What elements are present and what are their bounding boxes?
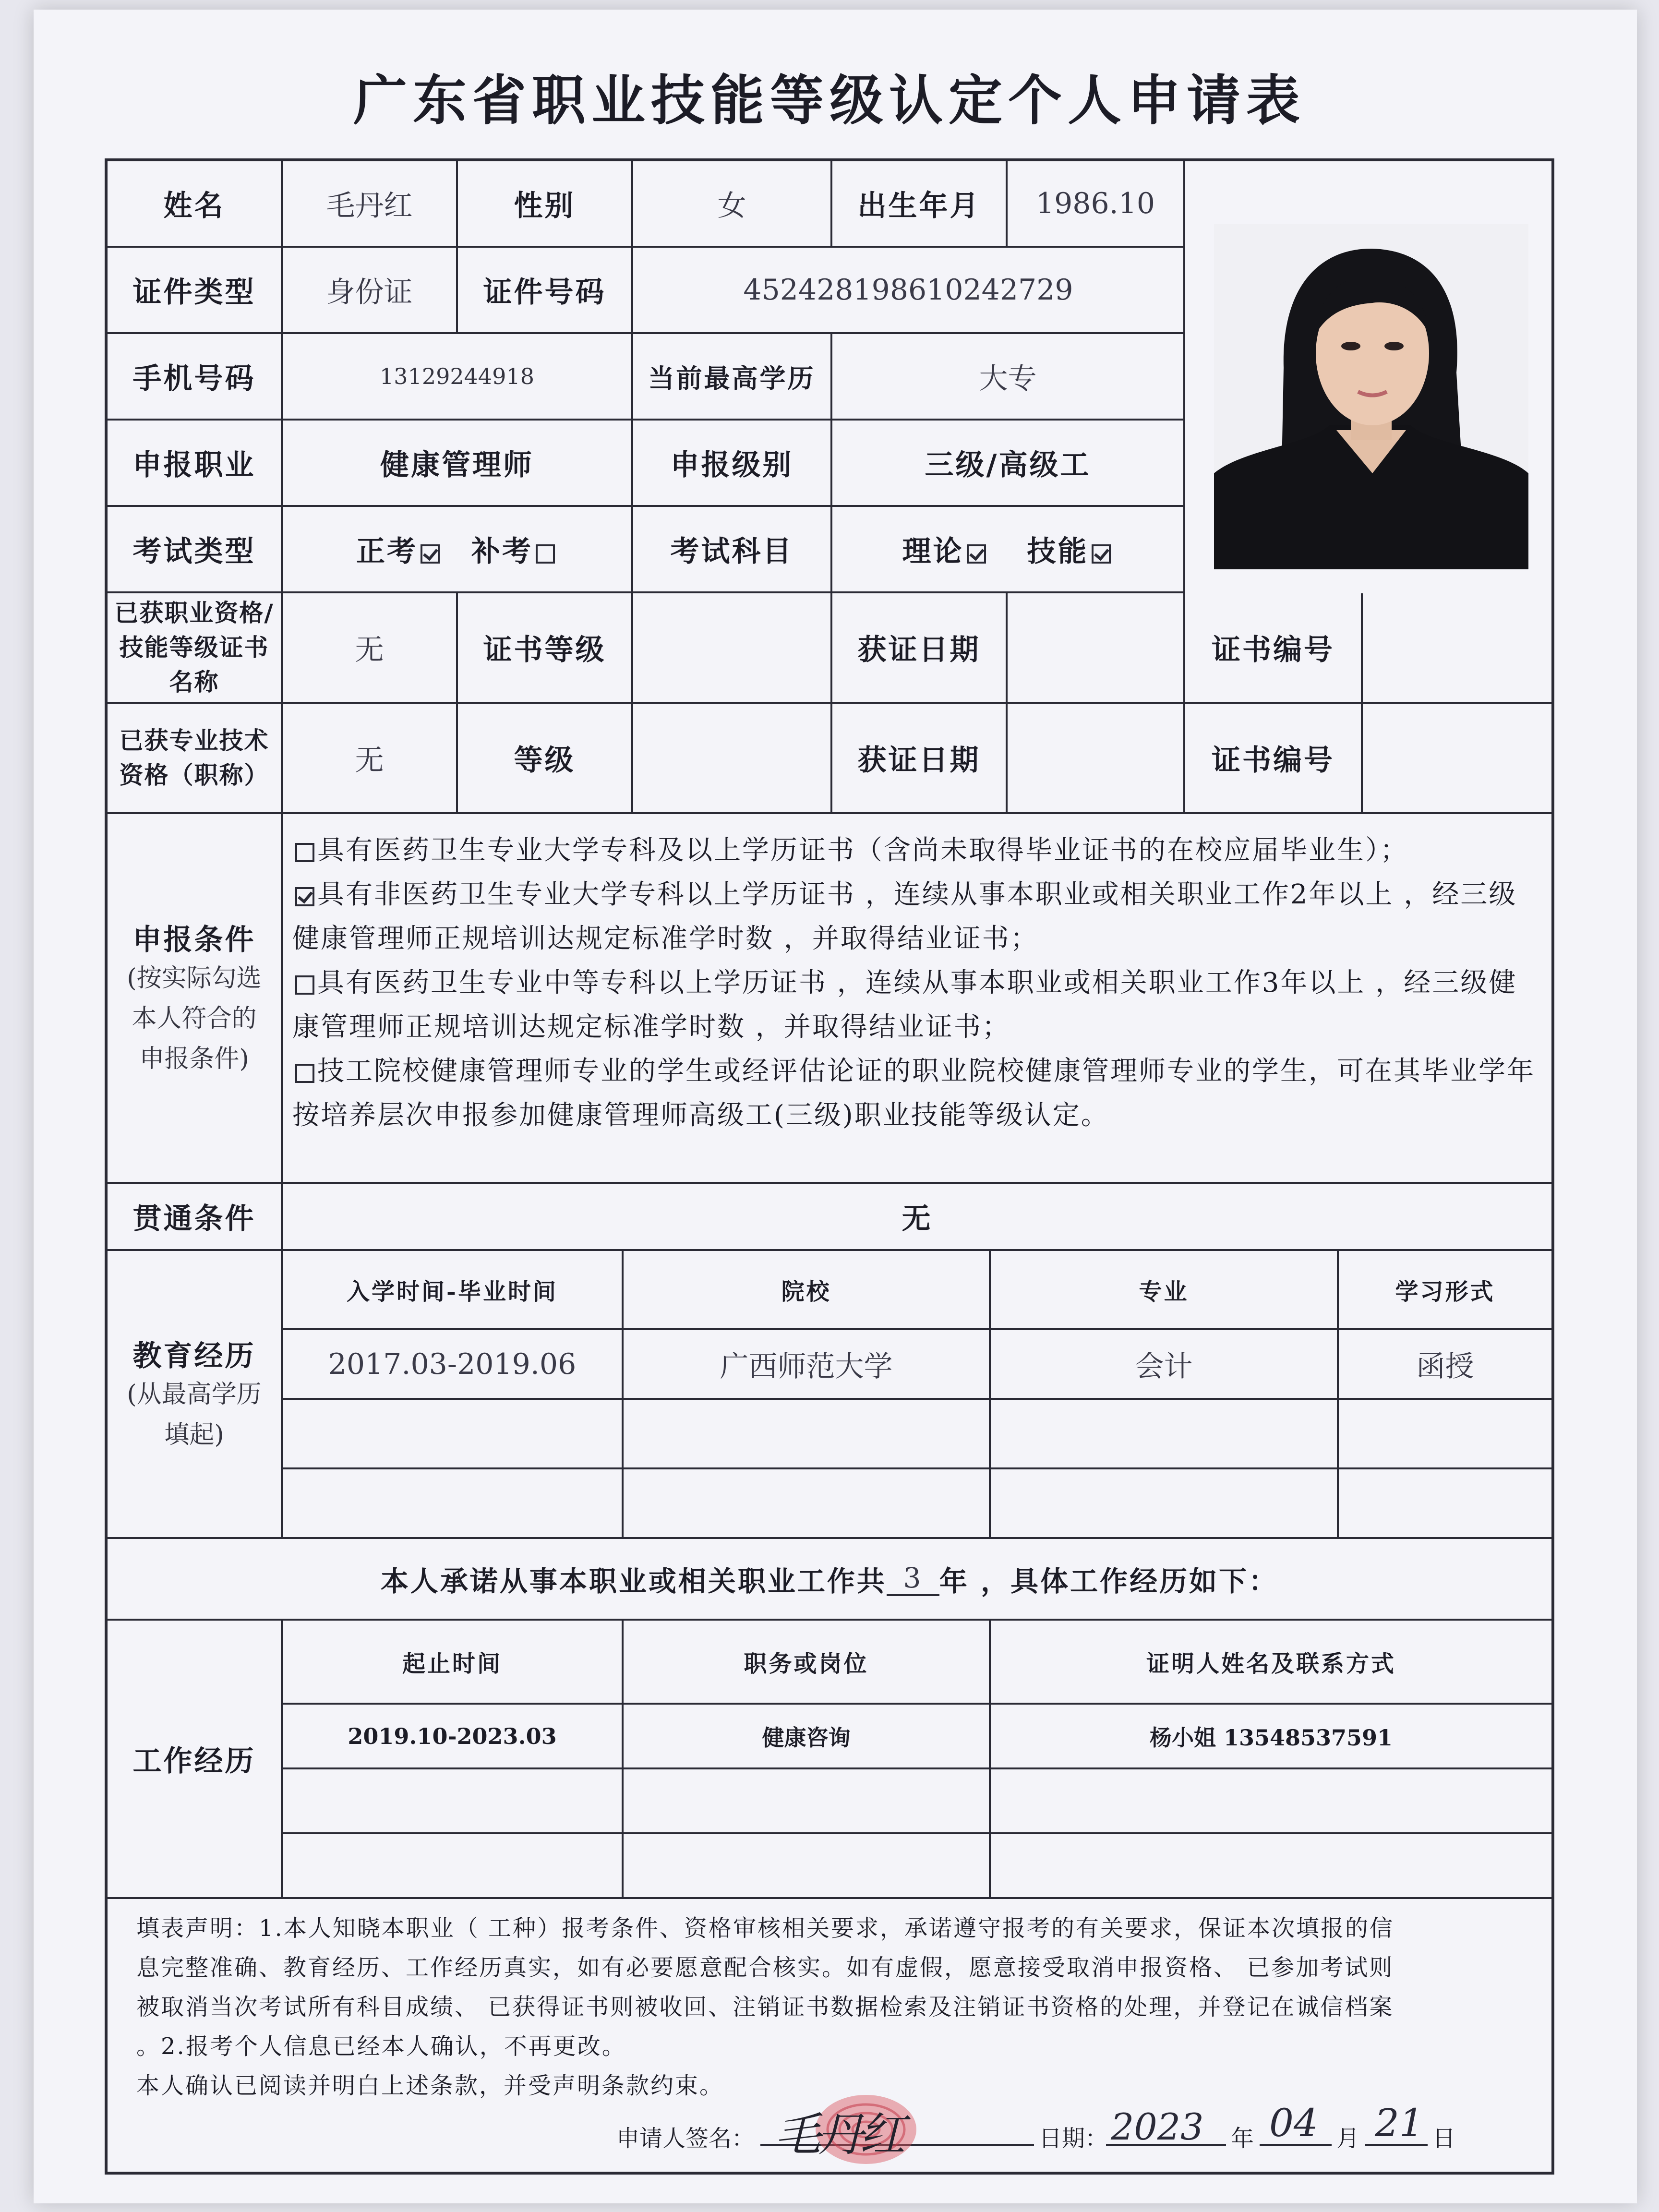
edu-row-2-mode [1339, 1400, 1551, 1469]
date-month: 04 [1269, 2101, 1318, 2145]
subject-skill-option: 技能 [1027, 529, 1114, 570]
label-level: 申报级别 [633, 421, 832, 507]
declaration [136, 1909, 1528, 2105]
commitment-line [108, 1539, 1551, 1621]
value-id-number: 452428198610242729 [633, 248, 1185, 334]
day-unit: 日 [1432, 2125, 1456, 2152]
value-level: 三级/高级工 [832, 421, 1185, 507]
label-birth: 出生年月 [832, 161, 1008, 248]
label-cert-number: 证书编号 [1185, 593, 1363, 704]
edu-row-2-major [991, 1400, 1339, 1469]
label-exam-type: 考试类型 [108, 507, 283, 593]
edu-header-mode: 学习形式 [1339, 1251, 1551, 1330]
date-label: 日期： [1039, 2125, 1108, 2152]
value-cert-number [1363, 593, 1551, 704]
declaration-line: 本人确认已阅读并明白上述条款，并受声明条款约束。 [136, 2072, 724, 2099]
exam-regular-option: 正考 [356, 529, 443, 570]
exam-makeup-checkbox[interactable] [536, 544, 555, 564]
declaration-line: 填表声明：1.本人知晓本职业（ 工种）报考条件、资格审核相关要求，承诺遵守报考的有关要求，保证本次填报的信 [136, 1915, 1395, 1942]
condition-1-checkbox[interactable] [295, 843, 314, 862]
label-through: 贯通条件 [108, 1184, 283, 1251]
label-phone: 手机号码 [108, 334, 283, 421]
value-cert-level [633, 593, 832, 704]
edu-row-1-period: 2017.03-2019.06 [283, 1330, 624, 1400]
label-cert-level: 证书等级 [458, 593, 633, 704]
date-year: 2023 [1111, 2105, 1204, 2148]
subject-theory-option: 理论 [902, 529, 989, 570]
signature-handwriting: 毛丹红 [775, 2108, 902, 2162]
edu-row-1-major: 会计 [991, 1330, 1339, 1400]
label-conditions-cell [108, 814, 283, 1184]
value-tech-qualification: 无 [283, 704, 458, 814]
portrait-image [1214, 224, 1528, 569]
exam-type-options [283, 507, 633, 593]
value-tech-date [1008, 704, 1185, 814]
label-cert-date: 获证日期 [832, 593, 1008, 704]
value-id-type: 身份证 [283, 248, 458, 334]
condition-item: 具有医药卫生专业大学专科及以上学历证书（含尚未取得毕业证书的在校应届毕业生）； [292, 829, 1536, 873]
exam-subject-options [832, 507, 1185, 593]
declaration-line: 息完整准确、教育经历、工作经历真实，如有必要愿意配合核实。如有虚假，愿意接受取消申报资格、 已参加考试则 [136, 1954, 1394, 1981]
condition-item: 具有非医药卫生专业大学专科以上学历证书 ，连续从事本职业或相关职业工作2年以上 ，经三级健康管理师正规培训达规定标准学时数 ，并取得结业证书； [292, 879, 1517, 954]
value-tech-number [1363, 704, 1551, 814]
form-title: 广东省职业技能等级认定个人申请表 [353, 69, 1306, 132]
month-unit: 月 [1336, 2125, 1360, 2152]
year-underline [1106, 2144, 1226, 2146]
value-birth: 1986.10 [1008, 161, 1185, 248]
label-work: 工作经历 [108, 1621, 283, 1899]
label-education-cell [108, 1251, 283, 1539]
label-gender: 性别 [458, 161, 633, 248]
work-row-1-position: 健康咨询 [624, 1705, 991, 1769]
edu-header-period: 入学时间-毕业时间 [283, 1251, 624, 1330]
label-exam-subject: 考试科目 [633, 507, 832, 593]
edu-row-3-mode [1339, 1469, 1551, 1539]
work-header-reference: 证明人姓名及联系方式 [991, 1621, 1551, 1705]
edu-row-3-school [624, 1469, 991, 1539]
value-education-level: 大专 [832, 334, 1185, 421]
declaration-line: 被取消当次考试所有科目成绩、 已获得证书则被收回、注销证书数据检索及注销证书资格的处理，并登记在诚信档案 [136, 1994, 1394, 2020]
work-header-period: 起止时间 [283, 1621, 624, 1705]
edu-row-2-period [283, 1400, 624, 1469]
label-education: 教育经历 [132, 1339, 256, 1373]
edu-row-1-school: 广西师范大学 [624, 1330, 991, 1400]
condition-item: 具有医药卫生专业中等专科以上学历证书 ，连续从事本职业或相关职业工作3年以上 ，经三级健康管理师正规培训达规定标准学时数 ，并取得结业证书； [292, 967, 1517, 1043]
value-cert-date [1008, 593, 1185, 704]
value-through: 无 [283, 1184, 1551, 1251]
conditions-list [292, 829, 1536, 1138]
edu-row-1-mode: 函授 [1339, 1330, 1551, 1400]
label-tech-qualification: 已获专业技术资格（职称） [108, 704, 283, 814]
label-education-level: 当前最高学历 [633, 334, 832, 421]
value-name: 毛丹红 [283, 161, 458, 248]
condition-item: 技工院校健康管理师专业的学生或经评估论证的职业院校健康管理师专业的学生，可在其毕业学年按培养层次申报参加健康管理师高级工(三级)职业技能等级认定。 [292, 1056, 1535, 1131]
label-id-number: 证件号码 [458, 248, 633, 334]
edu-row-3-period [283, 1469, 624, 1539]
label-conditions-note: (按实际勾选本人符合的申报条件) [127, 964, 262, 1073]
label-id-type: 证件类型 [108, 248, 283, 334]
month-underline [1260, 2144, 1332, 2146]
work-row-1-reference: 杨小姐 13548537591 [991, 1705, 1551, 1769]
label-occupation: 申报职业 [108, 421, 283, 507]
value-cert-name: 无 [283, 593, 458, 704]
condition-3-checkbox[interactable] [295, 975, 314, 995]
work-row-2-period [283, 1769, 624, 1834]
commitment-years: 3 [887, 1562, 939, 1596]
date-day: 21 [1375, 2101, 1424, 2145]
value-phone: 13129244918 [283, 334, 633, 421]
value-gender: 女 [633, 161, 832, 248]
declaration-line: 。2.报考个人信息已经本人确认，不再更改。 [136, 2033, 626, 2060]
value-occupation: 健康管理师 [283, 421, 633, 507]
edu-header-major: 专业 [991, 1251, 1339, 1330]
edu-row-3-major [991, 1469, 1339, 1539]
work-row-2-position [624, 1769, 991, 1834]
signature-label: 申请人签名： [616, 2125, 755, 2152]
edu-row-2-school [624, 1400, 991, 1469]
application-form [105, 158, 1554, 2175]
label-tech-date: 获证日期 [832, 704, 1008, 814]
exam-makeup-option: 补考 [471, 529, 558, 570]
label-tech-number: 证书编号 [1185, 704, 1363, 814]
label-conditions: 申报条件 [132, 923, 256, 957]
applicant-photo [1214, 224, 1528, 569]
commitment-suffix: 年 ，具体工作经历如下： [939, 1565, 1279, 1598]
subject-theory-checkbox[interactable] [967, 544, 986, 564]
label-name: 姓名 [108, 161, 283, 248]
condition-2-checkbox[interactable] [295, 887, 314, 906]
day-underline [1365, 2144, 1428, 2146]
subject-skill-checkbox[interactable] [1092, 544, 1111, 564]
work-row-3-position [624, 1834, 991, 1899]
work-row-1-period: 2019.10-2023.03 [283, 1705, 624, 1769]
exam-regular-checkbox[interactable] [421, 544, 440, 564]
commitment-prefix: 本人承诺从事本职业或相关职业工作共 [380, 1565, 887, 1598]
label-education-note: (从最高学历填起) [127, 1380, 262, 1449]
work-row-3-period [283, 1834, 624, 1899]
year-unit: 年 [1231, 2125, 1254, 2152]
value-tech-level [633, 704, 832, 814]
label-cert-name: 已获职业资格/技能等级证书名称 [108, 593, 283, 704]
label-tech-level: 等级 [458, 704, 633, 814]
work-header-position: 职务或岗位 [624, 1621, 991, 1705]
work-row-2-reference [991, 1769, 1551, 1834]
edu-header-school: 院校 [624, 1251, 991, 1330]
work-row-3-reference [991, 1834, 1551, 1899]
condition-4-checkbox[interactable] [295, 1064, 314, 1083]
